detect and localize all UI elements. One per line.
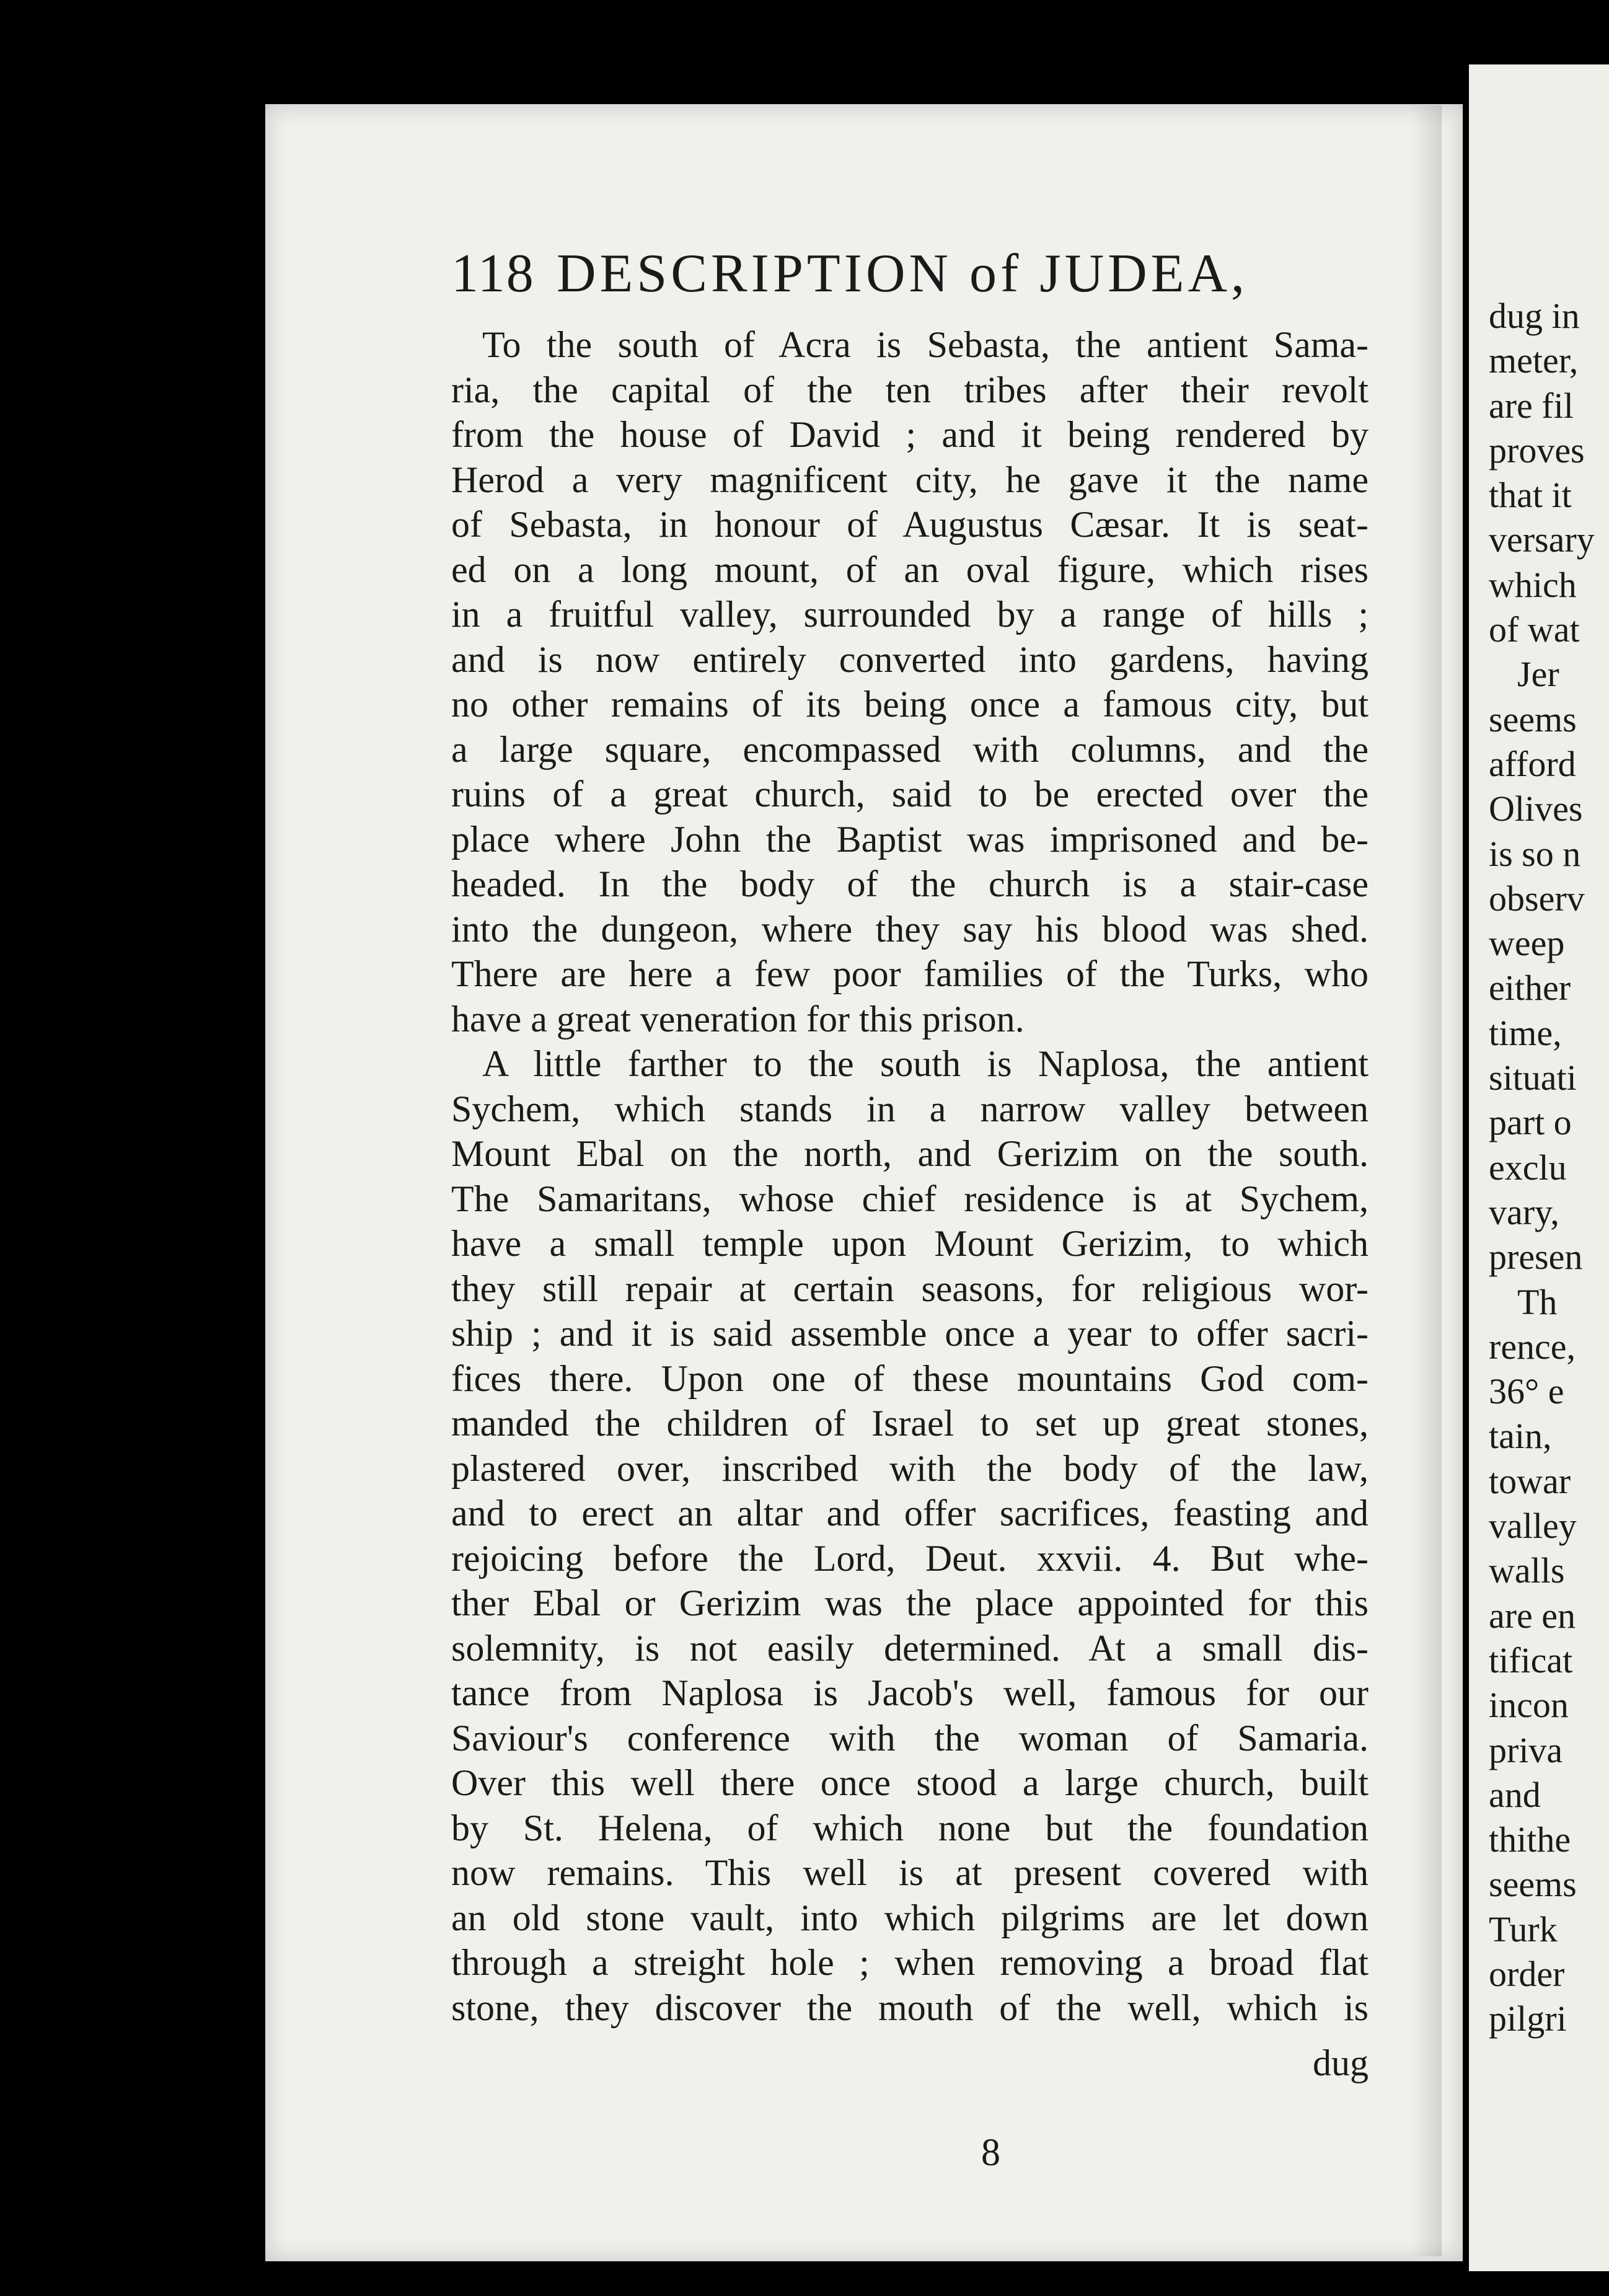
- adjacent-text-line: 36° e: [1489, 1371, 1564, 1412]
- adjacent-text-line: either: [1489, 968, 1571, 1009]
- adjacent-text-line: tain,: [1489, 1416, 1552, 1457]
- adjacent-text-line: rence,: [1489, 1326, 1576, 1367]
- text-line: an old stone vault, into which pilgrims are let down: [451, 1897, 1369, 1938]
- book-page: [265, 104, 1463, 2261]
- text-line: Herod a very magnificent city, he gave it the name: [451, 459, 1369, 500]
- adjacent-text-line: order: [1489, 1953, 1565, 1994]
- adjacent-text-line: meter,: [1489, 340, 1579, 381]
- adjacent-text-line: incon: [1489, 1685, 1569, 1726]
- adjacent-text-line: which: [1489, 564, 1577, 605]
- text-line: ship ; and it is said assemble once a year to offer sacri-: [451, 1313, 1369, 1354]
- signature-mark: 8: [981, 2132, 1000, 2174]
- adjacent-text-line: time,: [1489, 1012, 1562, 1053]
- text-line: To the south of Acra is Sebasta, the antient Sama-: [482, 324, 1369, 365]
- adjacent-text-line: versary: [1489, 519, 1595, 560]
- text-line: and is now entirely converted into gardens, having: [451, 638, 1369, 680]
- text-line: Mount Ebal on the north, and Gerizim on the south.: [451, 1133, 1369, 1174]
- adjacent-text-line: Turk: [1489, 1909, 1558, 1949]
- text-line: in a fruitful valley, surrounded by a range of hills ;: [451, 594, 1369, 635]
- text-line: they still repair at certain seasons, for religious wor-: [451, 1268, 1369, 1309]
- text-line: have a small temple upon Mount Gerizim, to which: [451, 1223, 1369, 1264]
- text-line: no other remains of its being once a famous city, but: [451, 684, 1369, 725]
- text-line: from the house of David ; and it being rendered by: [451, 414, 1369, 455]
- adjacent-text-line: walls: [1489, 1550, 1565, 1591]
- text-line: into the dungeon, where they say his blood was shed.: [451, 908, 1369, 950]
- text-line: solemnity, is not easily determined. At a small dis-: [451, 1627, 1369, 1669]
- adjacent-text-line: weep: [1489, 923, 1565, 964]
- text-line: through a streight hole ; when removing a broad flat: [451, 1942, 1369, 1983]
- text-line: Saviour's conference with the woman of Samaria.: [451, 1717, 1369, 1759]
- adjacent-text-line: afford: [1489, 743, 1576, 784]
- adjacent-text-line: that it: [1489, 475, 1572, 516]
- text-line: Sychem, which stands in a narrow valley between: [451, 1088, 1369, 1129]
- adjacent-text-line: dug in: [1489, 296, 1580, 336]
- adjacent-text-line: of wat: [1489, 609, 1580, 650]
- adjacent-text-line: Th: [1517, 1281, 1558, 1322]
- text-line: stone, they discover the mouth of the well, which is: [451, 1987, 1369, 2028]
- text-line: tance from Naplosa is Jacob's well, famous for our: [451, 1672, 1369, 1713]
- adjacent-text-line: seems: [1489, 1864, 1577, 1905]
- text-line: place where John the Baptist was imprisoned and be-: [451, 818, 1369, 860]
- text-line: manded the children of Israel to set up great stones,: [451, 1403, 1369, 1444]
- text-line: a large square, encompassed with columns, and the: [451, 728, 1369, 770]
- text-line: ruins of a great church, said to be erected over the: [451, 774, 1369, 815]
- adjacent-text-line: presen: [1489, 1237, 1583, 1278]
- adjacent-text-line: observ: [1489, 878, 1585, 919]
- adjacent-text-line: vary,: [1489, 1191, 1559, 1232]
- text-line: and to erect an altar and offer sacrifices, feasting and: [451, 1493, 1369, 1534]
- adjacent-text-line: are fil: [1489, 385, 1574, 426]
- page-fold-shadow: [1411, 105, 1442, 2256]
- text-line: fices there. Upon one of these mountains God com-: [451, 1358, 1369, 1399]
- adjacent-text-line: are en: [1489, 1595, 1576, 1636]
- text-line: ria, the capital of the ten tribes after their revolt: [451, 369, 1369, 410]
- text-line: have a great veneration for this prison.: [451, 998, 1025, 1040]
- body-text: [451, 322, 1369, 2030]
- running-title: DESCRIPTION of JUDEA,: [557, 244, 1248, 304]
- text-line: by St. Helena, of which none but the foundation: [451, 1807, 1369, 1848]
- catchword: dug: [1313, 2042, 1369, 2083]
- adjacent-text-line: Jer: [1517, 654, 1559, 695]
- text-line: plastered over, inscribed with the body of the law,: [451, 1447, 1369, 1489]
- text-line: ed on a long mount, of an oval figure, which rises: [451, 549, 1369, 590]
- text-line: of Sebasta, in honour of Augustus Cæsar. It is seat-: [451, 504, 1369, 545]
- text-line: There are here a few poor families of the Turks, who: [451, 953, 1369, 994]
- text-line: now remains. This well is at present covered with: [451, 1852, 1369, 1893]
- adjacent-text-line: and: [1489, 1774, 1541, 1815]
- adjacent-text-line: part o: [1489, 1102, 1572, 1143]
- adjacent-text-line: situati: [1489, 1057, 1577, 1098]
- text-line: A little farther to the south is Naplosa, the antient: [482, 1043, 1369, 1084]
- adjacent-page-text: [1489, 294, 1609, 2042]
- running-head: [451, 244, 1369, 304]
- adjacent-text-line: thithe: [1489, 1819, 1571, 1860]
- text-line: The Samaritans, whose chief residence is at Sychem,: [451, 1178, 1369, 1219]
- adjacent-text-line: priva: [1489, 1729, 1563, 1770]
- text-line: Over this well there once stood a large church, built: [451, 1762, 1369, 1803]
- page-number: 118: [451, 244, 535, 304]
- text-line: rejoicing before the Lord, Deut. xxvii. 4. But whe-: [451, 1537, 1369, 1579]
- adjacent-text-line: tificat: [1489, 1640, 1573, 1680]
- adjacent-text-line: seems: [1489, 699, 1577, 740]
- text-line: headed. In the body of the church is a stair-case: [451, 863, 1369, 904]
- adjacent-text-line: valley: [1489, 1506, 1577, 1547]
- adjacent-page: [1469, 64, 1609, 2271]
- adjacent-text-line: towar: [1489, 1460, 1571, 1501]
- adjacent-text-line: exclu: [1489, 1147, 1567, 1188]
- text-line: ther Ebal or Gerizim was the place appointed for this: [451, 1583, 1369, 1623]
- adjacent-text-line: Olives: [1489, 788, 1583, 829]
- adjacent-text-line: is so n: [1489, 833, 1581, 874]
- adjacent-text-line: pilgri: [1489, 1998, 1567, 2039]
- adjacent-text-line: proves: [1489, 430, 1585, 470]
